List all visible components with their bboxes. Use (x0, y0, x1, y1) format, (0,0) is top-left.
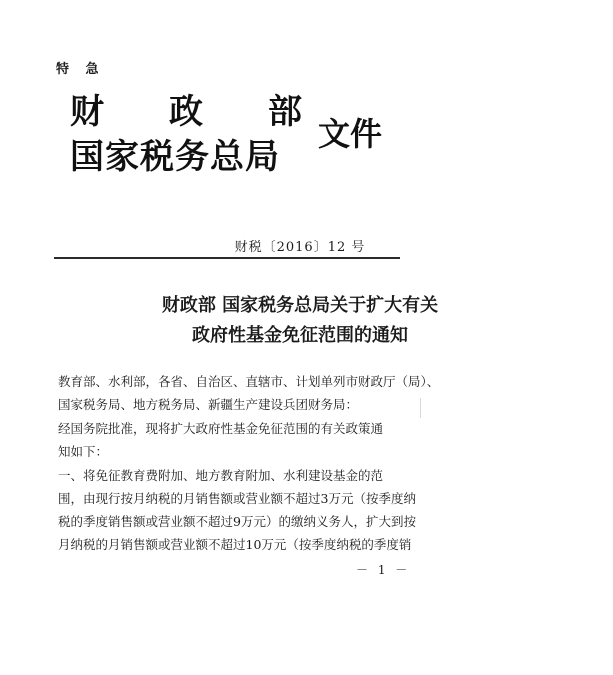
issuer-state-taxation-admin: 国家税务总局 (70, 137, 280, 177)
document-type: 文件 (318, 115, 383, 153)
body-line: 经国务院批准，现将扩大政府性基金免征范围的有关政策通 (58, 421, 384, 436)
body-line: 国家税务局、地方税务局、新疆生产建设兵团财务局： (58, 397, 359, 412)
document-number: 财税〔2016〕12 号 (234, 240, 366, 255)
issuer-char: 财 (70, 92, 104, 132)
body-line: 税的季度销售额或营业额不超过9万元）的缴纳义务人，扩大到按 (58, 514, 416, 529)
body-line: 教育部、水利部，各省、自治区、直辖市、计划单列市财政厅（局）、 (58, 374, 440, 389)
urgency-label: 特 急 (56, 62, 105, 77)
page-number: － 1 － (356, 563, 411, 577)
body-line: 围，由现行按月纳税的月销售额或营业额不超过3万元（按季度纳 (58, 491, 416, 506)
issuer-char: 部 (268, 92, 302, 132)
issuer-char: 政 (169, 92, 203, 132)
document-title-line-2: 政府性基金免征范围的通知 (192, 325, 408, 346)
document-title-line-1: 财政部 国家税务总局关于扩大有关 (161, 295, 439, 316)
body-line: 知如下： (58, 444, 109, 459)
header-divider (54, 257, 400, 259)
body-line: 月纳税的月销售额或营业额不超过10万元（按季度纳税的季度销 (58, 537, 412, 552)
scan-margin-mark (420, 398, 421, 418)
issuer-ministry-of-finance (70, 92, 302, 132)
body-line: 一、将免征教育费附加、地方教育附加、水利建设基金的范 (58, 468, 384, 483)
